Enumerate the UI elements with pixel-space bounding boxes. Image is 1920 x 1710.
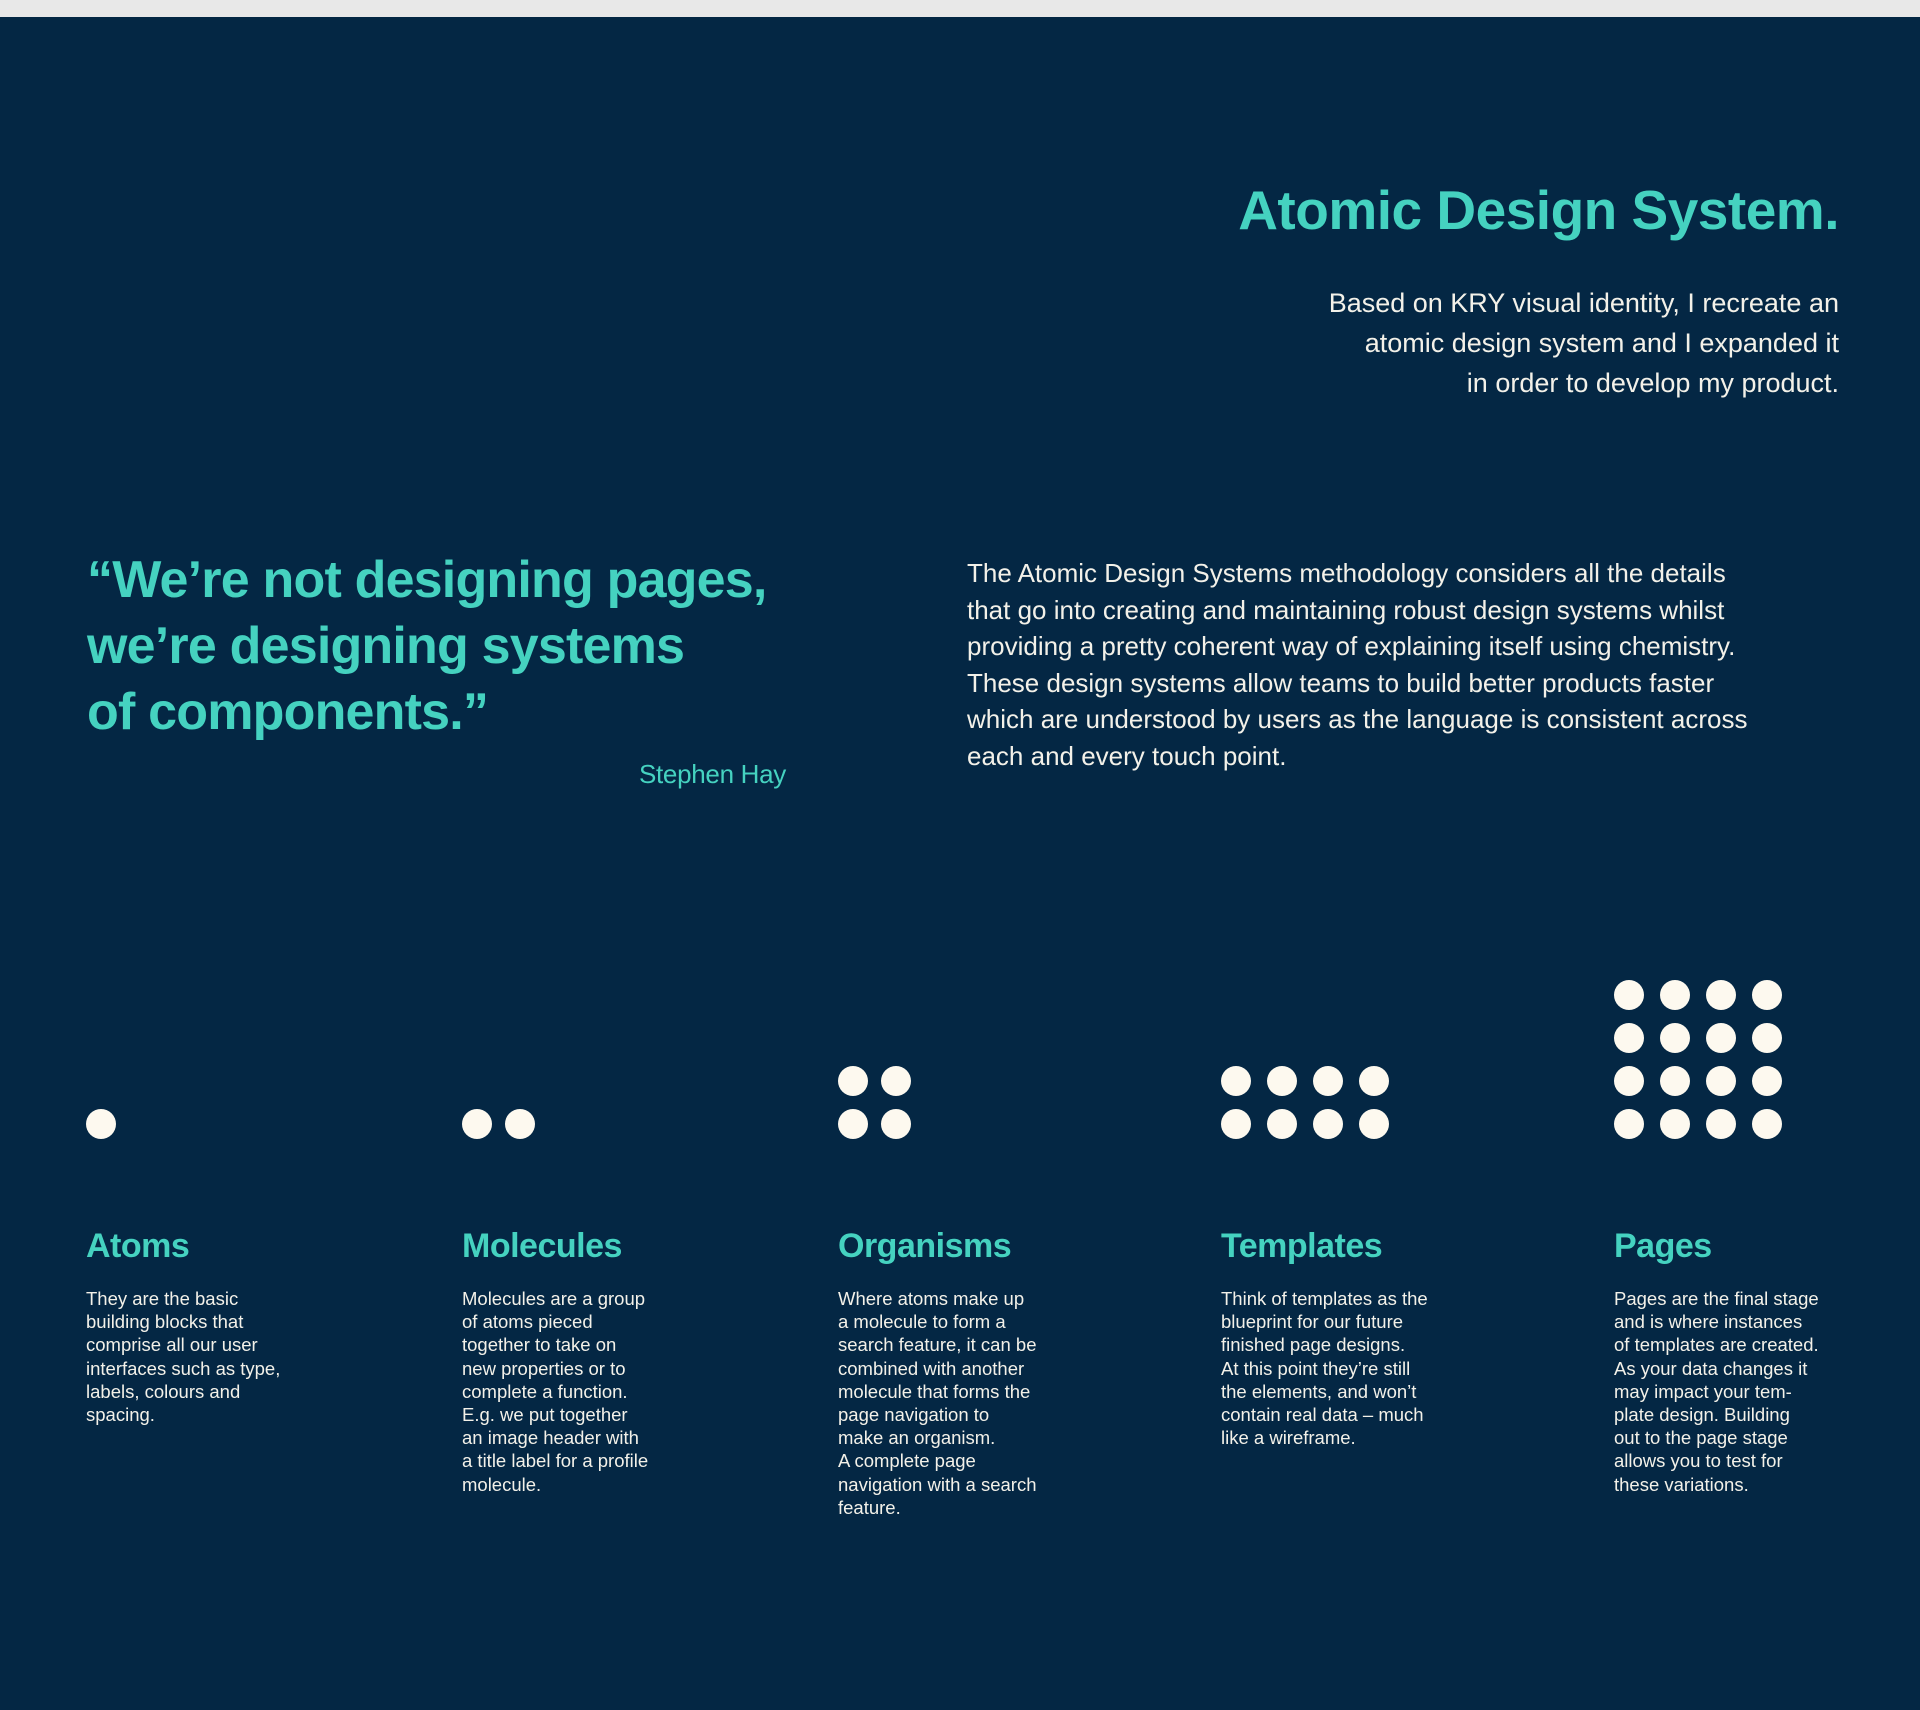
quote-author: Stephen Hay — [638, 759, 786, 789]
description-line: finished page designs. — [1221, 1334, 1406, 1356]
description-line: an image header with — [462, 1427, 639, 1449]
intro-text — [1139, 283, 1839, 403]
dot — [838, 1066, 868, 1096]
dot — [1752, 980, 1782, 1010]
description-line: together to take on — [462, 1334, 617, 1356]
dot — [1614, 980, 1644, 1010]
description-line: contain real data – much — [1221, 1404, 1424, 1426]
description-line: Molecules are a group — [462, 1288, 646, 1309]
methodology-line: These design systems allow teams to build better products faster — [967, 667, 1715, 698]
description-line: new properties or to — [462, 1357, 626, 1379]
dot — [1752, 1023, 1782, 1053]
stage-title-atoms: Atoms — [86, 1227, 190, 1265]
description-line: plate design. Building — [1614, 1404, 1790, 1426]
dot — [1660, 1109, 1690, 1139]
description-line: spacing. — [86, 1404, 155, 1426]
description-line: building blocks that — [86, 1311, 244, 1333]
dot — [1359, 1109, 1389, 1139]
description-line: out to the page stage — [1614, 1427, 1788, 1449]
methodology-line: The Atomic Design Systems methodology considers all the details — [967, 558, 1726, 588]
dot — [462, 1109, 492, 1139]
description-line: complete a function. — [462, 1380, 628, 1402]
sixteen-dots-grid-icon — [1614, 980, 1782, 1139]
dot — [1706, 1066, 1736, 1096]
description-line: these variations. — [1614, 1473, 1749, 1495]
description-line: of atoms pieced — [462, 1311, 593, 1333]
description-line: the elements, and won’t — [1221, 1380, 1417, 1402]
intro-line: Based on KRY visual identity, I recreate an — [1328, 288, 1839, 318]
two-dots-icon — [462, 1109, 535, 1139]
description-line: allows you to test for — [1614, 1450, 1783, 1472]
dot — [1359, 1066, 1389, 1096]
dot — [1267, 1109, 1297, 1139]
description-line: blueprint for our future — [1221, 1311, 1404, 1333]
stage-title-organisms: Organisms — [838, 1227, 1012, 1265]
stage-description-pages — [1614, 1287, 1819, 1496]
description-line: Where atoms make up — [838, 1288, 1025, 1309]
page-title: Atomic Design System. — [1238, 179, 1839, 241]
dot — [1706, 980, 1736, 1010]
description-line: and is where instances — [1614, 1311, 1803, 1333]
description-line: molecule. — [462, 1473, 542, 1495]
four-dots-grid-icon — [838, 1066, 911, 1139]
dot — [881, 1066, 911, 1096]
dot — [1614, 1109, 1644, 1139]
dot — [1752, 1066, 1782, 1096]
description-line: feature. — [838, 1496, 901, 1518]
dot — [1660, 1023, 1690, 1053]
quote-text — [87, 547, 767, 745]
description-line: Think of templates as the — [1221, 1288, 1428, 1309]
description-line: At this point they’re still — [1221, 1357, 1411, 1379]
description-line: of templates are created. — [1614, 1334, 1819, 1356]
dot — [881, 1109, 911, 1139]
dot — [1752, 1109, 1782, 1139]
dot — [838, 1109, 868, 1139]
description-line: Pages are the final stage — [1614, 1288, 1819, 1309]
quote-line: we’re designing systems — [87, 617, 685, 675]
description-line: interfaces such as type, — [86, 1357, 281, 1379]
methodology-line: providing a pretty coherent way of explaining itself using chemistry. — [967, 631, 1736, 662]
stage-description-organisms — [838, 1287, 1036, 1519]
methodology-line: that go into creating and maintaining robust design systems whilst — [967, 594, 1725, 625]
description-line: labels, colours and — [86, 1380, 241, 1402]
stage-title-pages: Pages — [1614, 1227, 1712, 1265]
stage-description-molecules — [462, 1287, 648, 1496]
description-line: like a wireframe. — [1221, 1427, 1356, 1449]
stage-description-atoms — [86, 1287, 280, 1426]
eight-dots-grid-icon — [1221, 1066, 1389, 1139]
dot — [1221, 1109, 1251, 1139]
intro-line: in order to develop my product. — [1466, 368, 1839, 398]
design-system-panel — [0, 17, 1920, 1710]
dot — [1614, 1023, 1644, 1053]
quote-line: “We’re not designing pages, — [87, 551, 767, 609]
description-line: molecule that forms the — [838, 1380, 1031, 1402]
description-line: E.g. we put together — [462, 1404, 628, 1426]
dot — [1614, 1066, 1644, 1096]
stage-title-templates: Templates — [1221, 1227, 1383, 1265]
dot — [1313, 1066, 1343, 1096]
dot — [1660, 1066, 1690, 1096]
dot — [1313, 1109, 1343, 1139]
methodology-text — [967, 555, 1847, 775]
description-line: page navigation to — [838, 1404, 990, 1426]
description-line: comprise all our user — [86, 1334, 258, 1356]
methodology-line: which are understood by users as the language is consistent across — [967, 704, 1748, 735]
description-line: a molecule to form a — [838, 1311, 1006, 1333]
dot — [1221, 1066, 1251, 1096]
description-line: may impact your tem- — [1614, 1380, 1792, 1402]
single-dot-icon — [86, 1109, 116, 1139]
dot — [505, 1109, 535, 1139]
description-line: navigation with a search — [838, 1473, 1037, 1495]
methodology-line: each and every touch point. — [967, 740, 1287, 771]
description-line: make an organism. — [838, 1427, 996, 1449]
description-line: They are the basic — [86, 1288, 239, 1309]
dot — [1706, 1023, 1736, 1053]
description-line: a title label for a profile — [462, 1450, 649, 1472]
dot — [1660, 980, 1690, 1010]
description-line: As your data changes it — [1614, 1357, 1808, 1379]
stage-title-molecules: Molecules — [462, 1227, 622, 1265]
dot — [86, 1109, 116, 1139]
dot — [1267, 1066, 1297, 1096]
intro-line: atomic design system and I expanded it — [1364, 328, 1839, 358]
description-line: combined with another — [838, 1357, 1025, 1379]
description-line: A complete page — [838, 1450, 976, 1472]
dot — [1706, 1109, 1736, 1139]
quote-line: of components.” — [87, 683, 489, 741]
stage-description-templates — [1221, 1287, 1428, 1449]
description-line: search feature, it can be — [838, 1334, 1037, 1356]
